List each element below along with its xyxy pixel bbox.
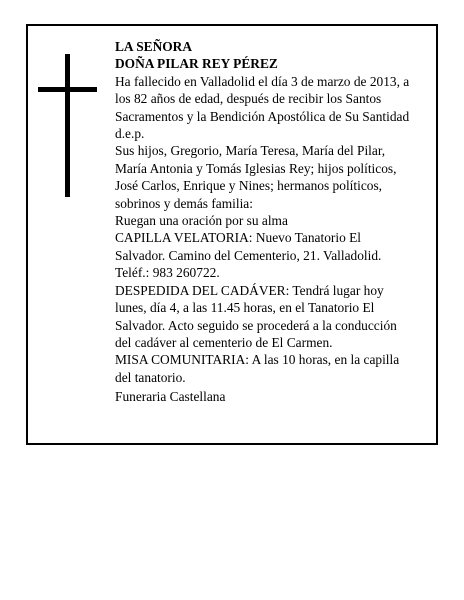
wake-chapel-line: Teléf.: 983 260722.	[115, 265, 220, 281]
death-announcement-line: Sacramentos y la Bendición Apostólica de Su Santidad	[115, 108, 410, 124]
family-line: María Antonia y Tomás Iglesias Rey; hijos políticos,	[115, 160, 397, 176]
prayer-request: Ruegan una oración por su alma	[115, 213, 288, 229]
notice-heading: LA SEÑORA	[115, 39, 193, 54]
community-mass-line: del tanatorio.	[115, 369, 186, 385]
family-line: sobrinos y demás familia:	[115, 195, 253, 211]
farewell-line: Salvador. Acto seguido se procederá a la conducción	[115, 317, 397, 333]
funeral-home-name: Funeraria Castellana	[115, 389, 226, 405]
obituary-text	[115, 38, 427, 406]
family-line: Sus hijos, Gregorio, María Teresa, María del Pilar,	[115, 143, 386, 159]
cross-icon	[38, 54, 97, 197]
death-announcement-line: d.e.p.	[115, 126, 145, 142]
farewell-line: DESPEDIDA DEL CADÁVER: Tendrá lugar hoy	[115, 282, 384, 298]
wake-chapel-line: Salvador. Camino del Cementerio, 21. Valladolid.	[115, 247, 382, 263]
farewell-line: lunes, día 4, a las 11.45 horas, en el Tanatorio El	[115, 300, 375, 316]
farewell-line: del cadáver al cementerio de El Carmen.	[115, 334, 333, 350]
family-line: José Carlos, Enrique y Nines; hermanos políticos,	[115, 178, 383, 194]
community-mass-line: MISA COMUNITARIA: A las 10 horas, en la capilla	[115, 352, 400, 368]
death-announcement-line: los 82 años de edad, después de recibir los Santos	[115, 91, 382, 107]
wake-chapel-line: CAPILLA VELATORIA: Nuevo Tanatorio El	[115, 230, 362, 246]
deceased-name: DOÑA PILAR REY PÉREZ	[115, 56, 278, 72]
death-announcement-line: Ha fallecido en Valladolid el día 3 de marzo de 2013, a	[115, 73, 410, 89]
cross-vertical-bar	[65, 54, 70, 197]
cross-horizontal-bar	[38, 87, 97, 92]
